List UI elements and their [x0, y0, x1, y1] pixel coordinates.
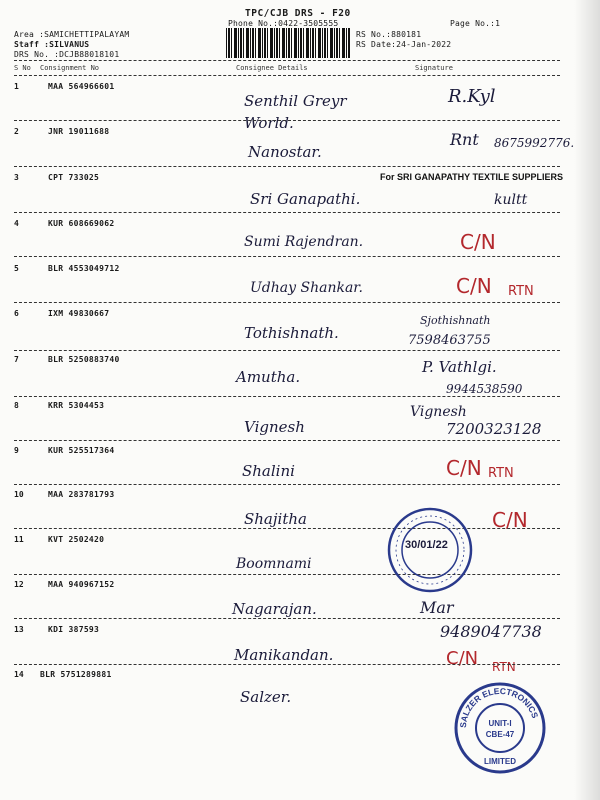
consignment-number: MAA 283781793	[48, 490, 115, 499]
consignee-name: Tothishnath.	[244, 324, 339, 342]
consignee-name: Sumi Rajendran.	[244, 234, 364, 250]
signature: Mar	[420, 598, 454, 617]
staff-label: Staff :SILVANUS	[14, 40, 90, 49]
company-seal	[452, 680, 548, 776]
row-divider	[14, 350, 560, 351]
divider	[14, 60, 560, 61]
consignee-name: Shalini	[242, 462, 295, 480]
signature: C/N	[492, 508, 528, 532]
row-divider	[14, 664, 560, 665]
consignment-number: CPT 733025	[48, 173, 100, 182]
consignment-number: MAA 940967152	[48, 580, 115, 589]
phone-note: 7200323128	[446, 420, 542, 438]
seal-unit: UNIT-I	[488, 719, 512, 728]
consignment-number: KVT 2502420	[48, 535, 105, 544]
row-number: 6	[14, 309, 19, 318]
consignee-name: Amutha.	[236, 368, 301, 386]
phone-note: 8675992776.	[494, 136, 575, 150]
rs-number: RS No.:880181	[356, 30, 422, 39]
consignee-name: Salzer.	[240, 688, 292, 706]
row-number: 5	[14, 264, 19, 273]
row-number: 11	[14, 535, 24, 544]
signature: C/N	[446, 648, 479, 669]
consignee-name: Nanostar.	[248, 143, 322, 161]
barcode	[226, 28, 350, 58]
stamp-date: 30/01/22	[405, 539, 448, 551]
consignee-name: Nagarajan.	[232, 600, 317, 618]
row-divider	[14, 528, 560, 529]
row-divider	[14, 396, 560, 397]
consignee-name: Udhay Shankar.	[250, 280, 363, 296]
consignment-number: BLR 5751289881	[40, 670, 112, 679]
row-number: 14	[14, 670, 24, 679]
rs-date: RS Date:24-Jan-2022	[356, 40, 452, 49]
signature: Sjothishnath	[420, 314, 491, 327]
signature: C/N	[456, 274, 492, 298]
consignee-name: Boomnami	[236, 556, 312, 572]
consignment-number: JNR 19011688	[48, 127, 110, 136]
drs-number: DRS No. :DCJB88018101	[14, 50, 120, 59]
row-number: 4	[14, 219, 19, 228]
row-number: 8	[14, 401, 19, 410]
seal-code: CBE-47	[485, 730, 515, 739]
consignee-name: Manikandan.	[234, 646, 334, 664]
row-number: 1	[14, 82, 19, 91]
row-number: 13	[14, 625, 24, 634]
consignee-name: Vignesh	[244, 418, 305, 436]
return-note: RTN	[508, 284, 534, 299]
row-number: 12	[14, 580, 24, 589]
consignee-name: Sri Ganapathi.	[250, 190, 361, 208]
consignment-number: MAA 564966601	[48, 82, 115, 91]
signature: P. Vathlgi.	[422, 358, 497, 376]
return-note: RTN	[492, 660, 516, 674]
signature: C/N	[460, 230, 496, 254]
area-label: Area :SAMICHETTIPALAYAM	[14, 30, 130, 39]
col-sno: S No	[14, 64, 31, 72]
signature: Vignesh	[410, 404, 467, 420]
row-divider	[14, 440, 560, 441]
signature: Rnt	[450, 130, 479, 149]
scan-shadow	[574, 0, 600, 800]
consignment-number: KUR 608669062	[48, 219, 115, 228]
col-consignee-details: Consignee Details	[236, 64, 308, 72]
row-number: 2	[14, 127, 19, 136]
col-consignment: Consignment No	[40, 64, 100, 72]
company-stamp-text: For SRI GANAPATHY TEXTILE SUPPLIERS	[380, 172, 564, 182]
phone-note: 9489047738	[440, 622, 542, 641]
row-divider	[14, 256, 560, 257]
consignee-name: Senthil Greyr World.	[244, 92, 347, 132]
consignment-number: KRR 5304453	[48, 401, 105, 410]
date-stamp	[385, 505, 475, 595]
phone-number: Phone No.:0422-3505555	[228, 19, 339, 28]
consignment-number: KDI 387593	[48, 625, 100, 634]
row-number: 10	[14, 490, 24, 499]
sheet-title: TPC/CJB DRS - F20	[245, 8, 351, 19]
row-number: 9	[14, 446, 19, 455]
row-divider	[14, 212, 560, 213]
col-signature: Signature	[415, 64, 453, 72]
consignee-name: Shajitha	[244, 510, 307, 528]
return-note: RTN	[488, 466, 514, 481]
row-divider	[14, 484, 560, 485]
signature: kultt	[494, 192, 528, 208]
consignment-number: KUR 525517364	[48, 446, 115, 455]
signature: C/N	[446, 456, 482, 480]
page-number: Page No.:1	[450, 19, 501, 28]
row-divider	[14, 574, 560, 575]
signature: R.Kyl	[448, 86, 496, 107]
consignment-number: BLR 5250883740	[48, 355, 120, 364]
consignment-number: IXM 49830667	[48, 309, 110, 318]
divider	[14, 75, 560, 76]
row-divider	[14, 166, 560, 167]
row-number: 3	[14, 173, 19, 182]
seal-limited: LIMITED	[484, 757, 516, 766]
row-divider	[14, 120, 560, 121]
phone-note: 7598463755	[408, 333, 491, 348]
row-number: 7	[14, 355, 19, 364]
consignment-number: BLR 4553049712	[48, 264, 120, 273]
phone-note: 9944538590	[446, 382, 523, 396]
row-divider	[14, 618, 560, 619]
row-divider	[14, 302, 560, 303]
seal-company-name: SALZER ELECTRONICS	[457, 685, 541, 729]
